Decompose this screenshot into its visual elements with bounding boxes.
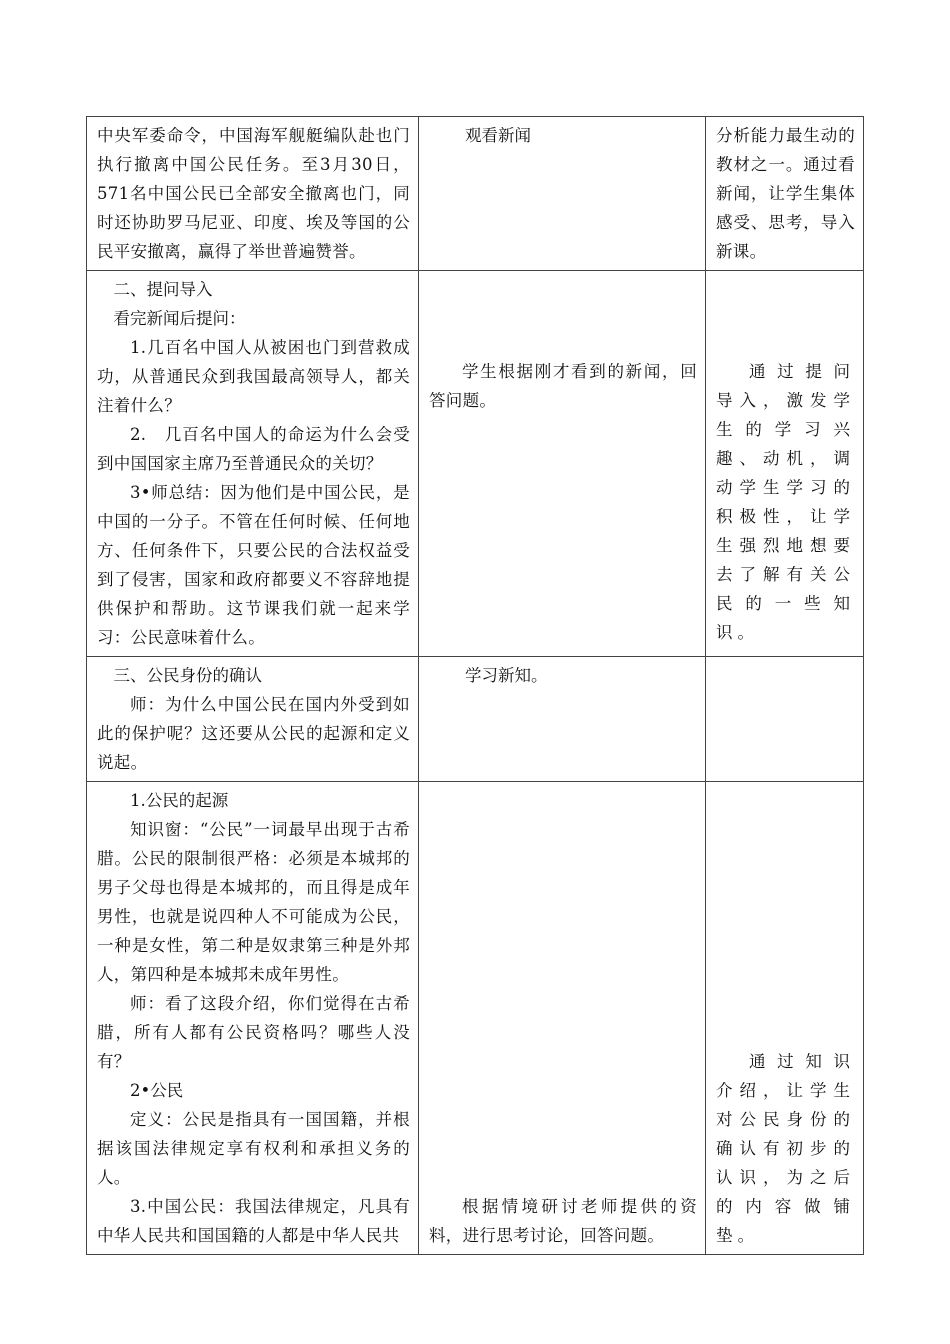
content-paragraph: 3.中国公民：我国法律规定，凡具有中华人民共和国国籍的人都是中华人民共	[97, 1197, 410, 1245]
section-heading: 二、提问导入	[113, 280, 213, 299]
student-activity-cell	[419, 657, 706, 782]
content-paragraph: 师：为什么中国公民在国内外受到如此的保护呢？这还要从公民的起源和定义说起。	[97, 695, 410, 772]
student-activity-text: 根据情境研讨老师提供的资料，进行思考讨论，回答问题。	[429, 1197, 697, 1245]
student-activity-text: 学习新知。	[465, 666, 548, 685]
table-row	[87, 782, 864, 1255]
content-cell	[87, 271, 419, 657]
table-row	[87, 271, 864, 657]
content-paragraph: 看完新闻后提问：	[113, 309, 246, 328]
teacher-summary: 3•师总结：因为他们是中国公民，是中国的一分子。不管在任何时候、任何地方、任何条件下，只要公民的合法权益受到了侵害，国家和政府都要义不容辞地提供保护和帮助。这节课我们就一起来学习：公民意味着什么。	[97, 483, 410, 647]
content-cell	[87, 117, 419, 271]
student-activity-text: 学生根据刚才看到的新闻，回答问题。	[429, 362, 697, 410]
section-heading: 1.公民的起源	[130, 791, 229, 810]
content-cell	[87, 782, 419, 1255]
student-activity-cell	[419, 271, 706, 657]
section-heading: 2•公民	[130, 1081, 184, 1100]
definition-paragraph: 定义：公民是指具有一国国籍，并根据该国法律规定享有权利和承担义务的人。	[97, 1110, 410, 1187]
content-cell	[87, 657, 419, 782]
question-2: 2. 几百名中国人的命运为什么会受到中国国家主席乃至普通民众的关切？	[97, 425, 410, 473]
question-1: 1.几百名中国人从被困也门到营救成功，从普通民众到我国最高领导人，都关注着什么？	[97, 338, 410, 415]
teacher-question: 师：看了这段介绍，你们觉得在古希腊，所有人都有公民资格吗？哪些人没有？	[97, 994, 410, 1071]
content-paragraph: 中央军委命令，中国海军舰艇编队赴也门执行撤离中国公民任务。至3月30日，571名中国公民已全部安全撤离也门，同时还协助罗马尼亚、印度、埃及等国的公民平安撤离，赢得了举世普遍赞誉。	[97, 126, 410, 261]
design-intent-text: 通过提问导入，激发学生的学习兴趣、动机，调动学生学习的积极性，让学生强烈地想要去了解有关公民的一些知识。	[716, 362, 855, 642]
design-intent-cell	[706, 782, 864, 1255]
student-activity-text: 观看新闻	[465, 126, 531, 145]
design-intent-text: 通过知识介绍，让学生对公民身份的确认有初步的认识，为之后的内容做铺垫。	[716, 1052, 855, 1245]
knowledge-window: 知识窗：“公民”一词最早出现于古希腊。公民的限制很严格：必须是本城邦的男子父母也得是本城邦的，而且得是成年男性，也就是说四种人不可能成为公民，一种是女性，第二种是奴隶第三种是外邦人，第四种是本城邦未成年男性。	[97, 820, 410, 984]
design-intent-cell	[706, 271, 864, 657]
table-row	[87, 117, 864, 271]
student-activity-cell	[419, 117, 706, 271]
design-intent-cell	[706, 657, 864, 782]
design-intent-cell	[706, 117, 864, 271]
table-row	[87, 657, 864, 782]
student-activity-cell	[419, 782, 706, 1255]
lesson-plan-table	[86, 116, 864, 1255]
design-intent-text: 分析能力最生动的教材之一。通过看新闻，让学生集体感受、思考，导入新课。	[716, 126, 855, 261]
section-heading: 三、公民身份的确认	[113, 666, 262, 685]
